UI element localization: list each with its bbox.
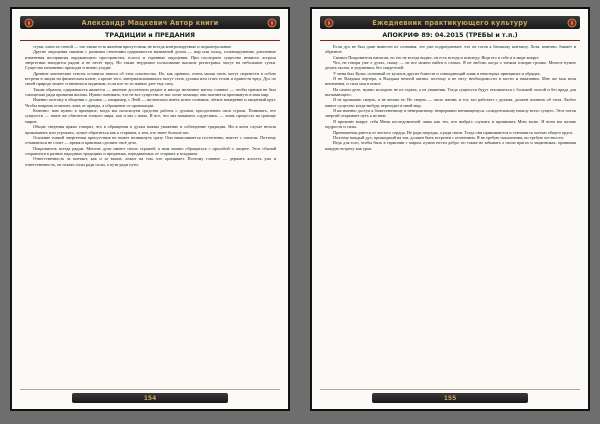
body-text [25,44,276,390]
paragraph: Покровитель всегда рядом. Многие духи имеют своих стражей; к ним можно обращаться с просьбой о защите. Этот обычай сохранился в разных народных традициях и преданиях, передаваемых от старших к младшим. [25,145,276,156]
paragraph: Приношения даются от чистого сердца. Не ради награды, а ради связи. Тогда они принимаются и становятся частью общего круга. [333,129,574,135]
paragraph: Я не Владыка вертера, я Владыка вечной жизни, поэтому я не несу необходимости в мести и наказании. Мне же моя воля неизменна, и сила моя в покое. [325,76,576,87]
page-header [320,16,580,29]
page-footer [372,393,528,403]
paragraph: Поэтому каждый дух, пришедший на зов, должен быть встречен с почтением. Я не требую поклонения, но требую честности. [333,134,564,140]
paragraph: Другие ощущения связаны с разными степенями одержимости вызванной духом — жар или холод, головокружение, различные изменения восприятия окружающего пространства, голоса и странные ощущения. При последнем существо нежного астрала энергетики находится рядом и не несёт вред. Но также неудачное пользование высшие регистрами, могут на небольшие сутки. Существа мгновенно приходят и нежно уходят. [25,49,276,71]
paragraph: Что, не говоря уже о духах, скажу — не все можно найти в словах. Я не люблю, когда о тонком говорят громко. Многое нужно делать молча, в уединении, без свидетелей. [325,60,576,71]
paragraph: Именно поэтому в общении с духами — например, с Леей — желательно иметь ясное сознание, чёткое намерение и защитный круг. Чтобы вовремя отличить ложь от правды, а обращение от провокации. [25,97,276,108]
paragraph: На самом деле, нужно исходить не из страха, а из уважения. Тогда сущности будут откликаться с большей охотой и без вреда для вызывающего. [325,86,576,98]
emblem-icon [266,17,277,28]
paragraph: Ответственность за контакт, как и за вызов, лежит на том, кто призывает. Поэтому главное — держать ясность ума и ответственность, не искать силы ради силы, а пути ради пути. [25,156,276,167]
paragraph: Ведь для того, чтобы быть в гармонии с миром, нужно нести добро, но также не забывать о своих врагах и защитниках, принимая каждую встречу как урок. [325,140,576,151]
paragraph: Общие сведения прямо говорят, что в обращении к духам важны уважение и соблюдение традиции. Ни в коем случае нельзя приказывать или угрожать; лучше обратиться как к старшим, к тем, кто знает больше нас. [25,124,276,135]
right-page [310,7,590,411]
section-title: АПОКРИФ 89: 04.2015 (ТРЕБЫ и т.п.) [320,30,580,41]
body-text [325,44,576,390]
paragraph: Я же именно доступ к божественному и невероятному, непрерывно меняющемуся, созидательному началу всего сущего. Этот поток энергий открывает путь к истине. [325,108,576,119]
page-number: 154 [143,394,157,402]
emblem-icon [23,17,34,28]
paragraph: Символ Покровителя написан, но его не всегда видно; он есть всегда и повсюду. Ищи его в себе и в мире вокруг. [333,54,540,60]
paragraph: Я признаю вокруг себя Меня последователей лишь как тех, кто выбрал служить и принимать Мою волю. И всем им желаю мудрости и силы. [325,118,576,130]
header-title: Александр Мацкевич Автор книги [81,18,219,27]
paragraph: У меня был Культ, отличный от культов других божеств и совпадающий лишь в некоторых принципах и обрядах. [333,70,541,76]
header-title: Ежедневник практикующего культуру [372,18,528,27]
page-footer [72,393,228,403]
paragraph: Если дух не был даже вынесен из сознания, это уже подразумевает, что он готов к близкому контакту. Хотя, конечно, бывает и обратное. [325,44,576,55]
section-title: ТРАДИЦИИ и ПРЕДАНИЯ [20,30,280,41]
emblem-icon [323,17,334,28]
left-page [10,7,290,411]
paragraph: Таким образом, одержимость является — явление достаточно редкое и иногда желанное магом, главное — чтобы призыв не был самоцелью ради принятия вызова. Нужно понимать, что не все существа от нас хотят помощи; они пытаются проникнуть в наш мир. [25,86,276,98]
page-number: 155 [443,394,457,402]
paragraph: Осязание тонкой энергетики присутствия не может возникнуть сразу. Она накапливается постепенно, вместе с опытом. Поэтому отчаиваться не стоит — время и практика сделают своё дело. [25,134,276,146]
emblem-icon [566,17,577,28]
paragraph: Я не призываю смерть, и не желаю ее. Но смерть — часть жизни, и тот, кто работает с духами, должен помнить об этом. Любое живое существо когда-нибудь переходит в иной мир. [325,97,576,108]
footer-rule [320,389,580,390]
paragraph: Конечно, нам нужно в принципе, когда мы используем средства работы с духами, преодолевать свои страхи. Понимать, что сущности — такие же обитатели тонкого мира, как и мы с вами. И все, что мы называем «чудесами» — лишь процессы на границе миров. [25,108,276,124]
paragraph: Древние магические тексты оставили записи об этих опасностях. Но, как правило, очень малая часть могут перенести в собою встречи в лицом на физическом плане, а кроме того, материализовавшись могут стать духами или стать телом и принести вред. Дух по своей природе может становиться видимым, если кто-то из живых дает ему силу. [25,70,276,87]
page-header [20,16,280,29]
paragraph: стуки, шаги за стеной — что также есть явления присутствия, не всегда контролируемые и подконтрольные. [33,44,232,49]
footer-rule [20,389,280,390]
